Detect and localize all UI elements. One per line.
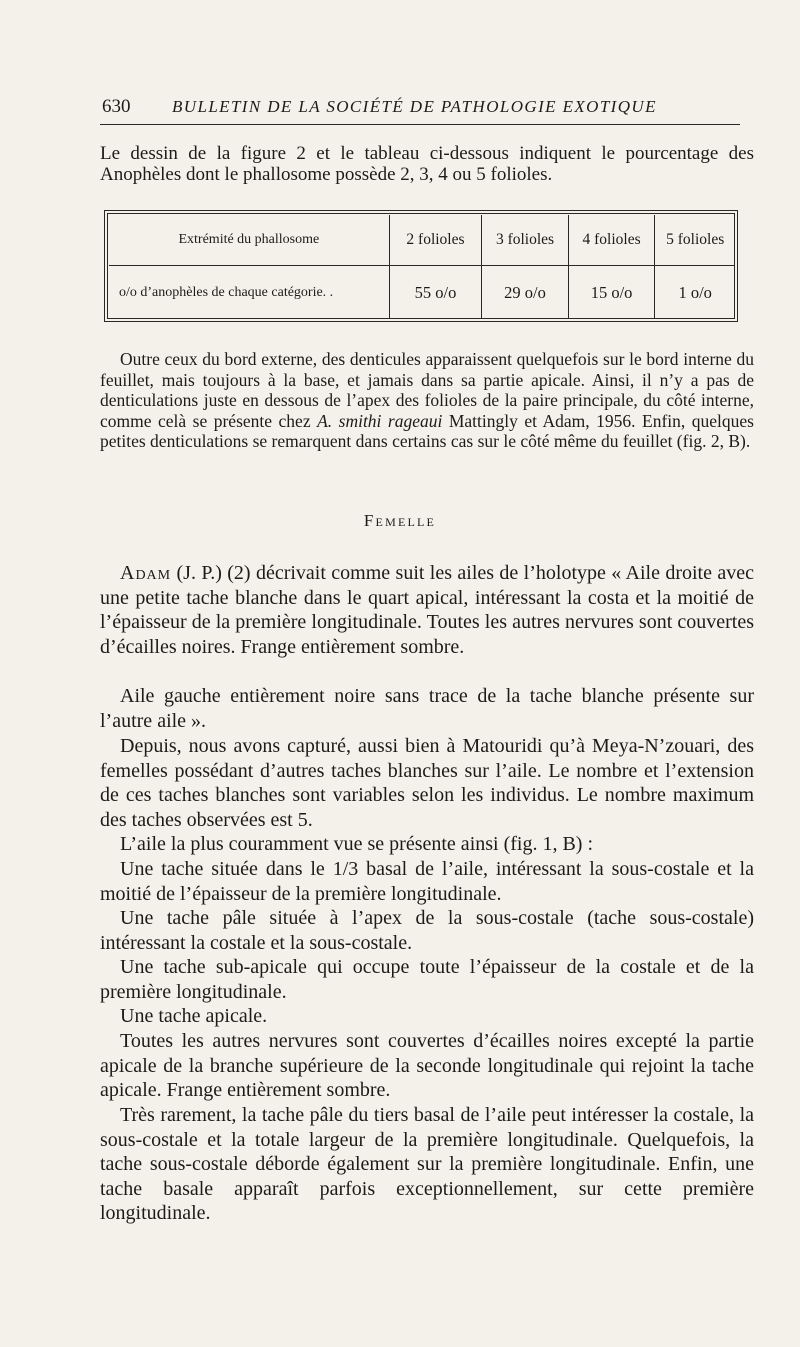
table-cell: 29 o/o (482, 266, 569, 320)
spot-basal-paragraph: Une tache située dans le 1/3 basal de l’aile, intéressant la sous-costale et la moitié de l’épaisseur de la première longitudinale. (100, 858, 754, 905)
left-wing-paragraph: Aile gauche entièrement noire sans trace de la tache blanche présente sur l’autre aile ». (100, 685, 754, 732)
table-cell: 1 o/o (678, 282, 712, 302)
running-header (100, 96, 740, 125)
table-header-cell: 5 folioles (655, 215, 735, 266)
table-header-cell: 3 folioles (482, 215, 569, 266)
spot-subcostal-paragraph: Une tache pâle située à l’apex de la sous-costale (tache sous-costale) intéressant la costale et la sous-costale. (100, 907, 754, 954)
denticules-text-before: Outre ceux du bord externe, des denticules apparaissent quelquefois sur le bord interne du feuillet, mais toujours à la base, et jamais dans sa partie apicale. Ainsi, il n’y a pas de denticulations juste en dessous de l’apex des folioles de la paire principale, du côté interne, comme celà se présente chez (100, 349, 754, 431)
spot-subapical-paragraph: Une tache sub-apicale qui occupe toute l’épaisseur de la costale et de la première longitudinale. (100, 956, 754, 1003)
table-cell: 55 o/o (389, 266, 481, 320)
table-header-row (109, 215, 735, 266)
phallosome-table (104, 210, 738, 322)
page-number: 630 (102, 96, 131, 117)
denticules-paragraph (100, 349, 754, 452)
denticules-text-after: Mattingly et Adam, 1956. Enfin, quelques petites denticulations se remarquent dans certains cas sur le côté même du feuillet (fig. 2, B). (100, 410, 754, 451)
spot-apical-paragraph: Une tache apicale. (120, 1005, 268, 1027)
table-header-cell: Extrémité du phallosome (109, 215, 389, 266)
section-heading: Femelle (363, 511, 437, 530)
author-name: Adam (120, 562, 172, 584)
species-name: A. smithi rageaui (317, 410, 443, 431)
adam-paragraph-text: (J. P.) (2) décrivait comme suit les ailes de l’holotype « Aile droite avec une petite tache blanche dans le quart apical, intéressant la costa et la moitié de l’épaisseur de la première longitudinale. Toutes les autres nervures sont couvertes d’écailles noires. Frange entièrement sombre. (100, 562, 754, 658)
other-veins-paragraph: Toutes les autres nervures sont couvertes d’écailles noires excepté la partie apicale de la branche supérieure de la seconde longitudinale qui rejoint la tache apicale. Frange entièrement sombre. (100, 1030, 754, 1102)
adam-paragraph (100, 561, 754, 659)
rare-variation-paragraph: Très rarement, la tache pâle du tiers basal de l’aile peut intéresser la costale, la sous-costale et la totale largeur de la première longitudinale. Quelquefois, la tache sous-costale déborde également sur la première longitudinale. Enfin, une tache basale apparaît parfois exceptionnellement, sur cette première longitudinale. (100, 1104, 754, 1225)
common-wing-paragraph: L’aile la plus couramment vue se présente ainsi (fig. 1, B) : (120, 833, 594, 855)
table-cell: 15 o/o (568, 266, 655, 320)
intro-paragraph: Le dessin de la figure 2 et le tableau ci-dessous indiquent le pourcentage des Anophèles dont le phallosome possède 2, 3, 4 ou 5 folioles. (100, 143, 754, 185)
table-header-cell: 2 folioles (389, 215, 481, 266)
table-cell: o/o d’anophèles de chaque catégorie. . (109, 266, 389, 320)
capture-paragraph: Depuis, nous avons capturé, aussi bien à Matouridi qu’à Meya-N’zouari, des femelles possédant d’autres taches blanches sur l’aile. Le nombre et l’extension de ces taches blanches sont variables selon les individus. Le nombre maximum des taches observées est 5. (100, 735, 754, 831)
journal-title: BULLETIN DE LA SOCIÉTÉ DE PATHOLOGIE EXOTIQUE (172, 97, 657, 116)
table-row (109, 266, 735, 320)
table-header-cell: 4 folioles (568, 215, 655, 266)
